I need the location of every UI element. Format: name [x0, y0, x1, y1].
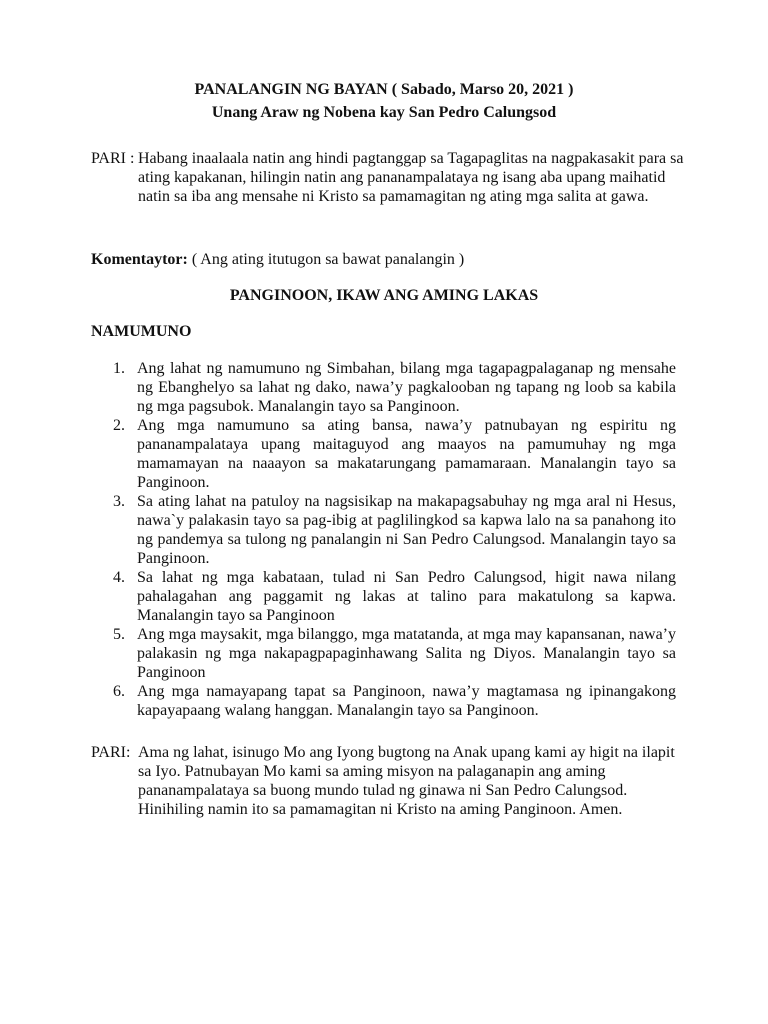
opening-prayer: [91, 149, 691, 206]
item-number: 3.: [113, 493, 125, 510]
commentator-label: Komentaytor:: [91, 251, 188, 268]
document-title: PANALANGIN NG BAYAN ( Sabado, Marso 20, 2021 ): [194, 81, 574, 98]
item-text: Ang mga maysakit, mga bilanggo, mga matatanda, at mga may kapansanan, nawa’y palakasin ng mga nakapagpapaginhawang Salita ng Diyos. Manalangin tayo sa Panginoon: [137, 626, 676, 681]
response-line: PANGINOON, IKAW ANG AMING LAKAS: [229, 287, 539, 304]
item-text: Sa lahat ng mga kabataan, tulad ni San Pedro Calungsod, higit nawa nilang pahalagahan ang paggamit ng lakas at talino para makatulong sa kapwa. Manalangin tayo sa Panginoon: [137, 569, 676, 624]
item-number: 6.: [113, 683, 125, 700]
list-item: [113, 568, 676, 625]
item-number: 2.: [113, 417, 125, 434]
closing-prayer-text: Ama ng lahat, isinugo Mo ang Iyong bugtong na Anak upang kami ay higit na ilapit sa Iyo. Patnubayan Mo kami sa aming misyon na palaganapin ang aming pananampalataya sa buong mundo tulad ng ginawa ni San Pedro Calungsod. Hinihiling namin ito sa pamamagitan ni Kristo na aming Panginoon. Amen.: [138, 744, 675, 818]
list-item: [113, 682, 676, 720]
opening-prayer-text: Habang inaalaala natin ang hindi pagtanggap sa Tagapaglitas na nagpakasakit para sa ating kapakanan, hilingin natin ang pananampalataya ng isang aba upang maihatid natin sa iba ang mensahe ni Kristo sa pamamagitan ng ating mga salita at gawa.: [138, 150, 684, 205]
list-item: [113, 492, 676, 568]
closing-speaker-label: PARI:: [91, 744, 131, 761]
item-number: 5.: [113, 626, 125, 643]
section-heading: NAMUMUNO: [91, 323, 192, 340]
item-text: Sa ating lahat na patuloy na nagsisikap na makapagsabuhay ng mga aral ni Hesus, nawa`y palakasin tayo sa pag-ibig at paglilingkod sa kapwa lalo na sa panahong ito ng pandemya sa tulong ng panalangin ni San Pedro Calungsod. Manalangin tayo sa Panginoon.: [137, 493, 676, 567]
item-text: Ang mga namayapang tapat sa Panginoon, nawa’y magtamasa ng ipinangakong kapayapaang walang hanggan. Manalangin tayo sa Panginoon.: [137, 683, 676, 719]
document-subtitle: Unang Araw ng Nobena kay San Pedro Calungsod: [211, 104, 557, 121]
commentator-text: ( Ang ating itutugon sa bawat panalangin ): [187, 251, 465, 268]
list-item: [113, 625, 676, 682]
item-text: Ang mga namumuno sa ating bansa, nawa’y patnubayan ng espiritu ng pananampalataya upang maitaguyod ang maayos na pamumuhay ng mga mamamayan na naaayon sa makatarungang pamamaraan. Manalangin tayo sa Panginoon.: [137, 417, 676, 491]
item-number: 1.: [113, 360, 125, 377]
list-item: [113, 416, 676, 492]
item-text: Ang lahat ng namumuno ng Simbahan, bilang mga tagapagpalaganap ng mensahe ng Ebanghelyo sa lahat ng dako, nawa’y pagkalooban ng tapang ng loob sa kabila ng mga pagsubok. Manalangin tayo sa Panginoon.: [137, 360, 676, 415]
commentator-line: [91, 250, 464, 269]
opening-speaker-label: PARI :: [91, 150, 135, 167]
intentions-list: [113, 359, 676, 720]
closing-prayer: [91, 743, 691, 819]
list-item: [113, 359, 676, 416]
item-number: 4.: [113, 569, 125, 586]
